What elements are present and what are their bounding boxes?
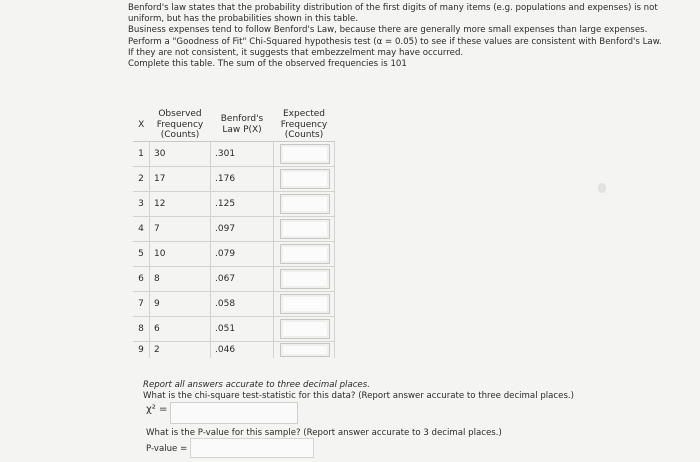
cell-expected xyxy=(274,166,335,191)
cell-probability: .051 xyxy=(211,316,274,341)
table-row xyxy=(133,316,335,341)
expected-input-8[interactable] xyxy=(280,319,330,339)
expected-input-5[interactable] xyxy=(280,244,330,264)
cell-x: 5 xyxy=(133,241,150,266)
cell-observed: 8 xyxy=(150,266,211,291)
cell-observed: 30 xyxy=(150,141,211,166)
cell-observed: 12 xyxy=(150,191,211,216)
table-row xyxy=(133,266,335,291)
cell-expected xyxy=(274,216,335,241)
table-row xyxy=(133,341,335,358)
table-row xyxy=(133,291,335,316)
cell-expected xyxy=(274,266,335,291)
intro-line-5: Complete this table. The sum of the observed frequencies is 101 xyxy=(128,59,407,70)
cell-x: 6 xyxy=(133,266,150,291)
cell-probability: .058 xyxy=(211,291,274,316)
cell-x: 2 xyxy=(133,166,150,191)
cell-probability: .176 xyxy=(211,166,274,191)
benford-table xyxy=(133,109,335,358)
intro-line-1: Benford's law states that the probability distribution of the first digits of many items (e.g. populations and expenses) is not uniform, but has the probabilities shown in this table. xyxy=(128,3,658,25)
table-row xyxy=(133,141,335,166)
chi-square-input[interactable] xyxy=(170,402,298,424)
cell-expected xyxy=(274,141,335,166)
cell-x: 4 xyxy=(133,216,150,241)
cell-expected xyxy=(274,241,335,266)
expected-input-2[interactable] xyxy=(280,169,330,189)
p-value-question: What is the P-value for this sample? (Report answer accurate to 3 decimal places.) xyxy=(146,428,502,438)
header-expected: Expected Frequency (Counts) xyxy=(274,109,335,141)
cell-expected xyxy=(274,291,335,316)
expected-input-3[interactable] xyxy=(280,194,330,214)
cell-x: 3 xyxy=(133,191,150,216)
expected-input-9[interactable] xyxy=(280,343,330,357)
table-row xyxy=(133,216,335,241)
expected-input-4[interactable] xyxy=(280,219,330,239)
header-x: X xyxy=(133,109,150,141)
chi-square-label: χ² = xyxy=(146,404,168,415)
expected-input-7[interactable] xyxy=(280,294,330,314)
cell-observed: 2 xyxy=(150,341,211,358)
intro-line-2: Business expenses tend to follow Benford's Law, because there are generally more small expenses than large expenses. xyxy=(128,25,648,36)
expected-input-6[interactable] xyxy=(280,269,330,289)
cell-probability: .125 xyxy=(211,191,274,216)
expected-input-1[interactable] xyxy=(280,144,330,164)
cell-observed: 10 xyxy=(150,241,211,266)
cell-expected xyxy=(274,341,335,358)
table-row xyxy=(133,191,335,216)
cell-x: 7 xyxy=(133,291,150,316)
intro-line-3: Perform a "Goodness of Fit" Chi-Squared hypothesis test (α = 0.05) to see if these values are consistent with Benford's Law. xyxy=(128,36,662,47)
cell-expected xyxy=(274,191,335,216)
scroll-indicator xyxy=(598,183,606,193)
rounding-note: Report all answers accurate to three decimal places. xyxy=(143,380,370,390)
table-row xyxy=(133,241,335,266)
table-header-row xyxy=(133,109,335,141)
header-benford: Benford's Law P(X) xyxy=(211,109,274,141)
cell-probability: .097 xyxy=(211,216,274,241)
cell-probability: .079 xyxy=(211,241,274,266)
cell-x: 9 xyxy=(133,341,150,358)
cell-observed: 17 xyxy=(150,166,211,191)
cell-expected xyxy=(274,316,335,341)
cell-x: 1 xyxy=(133,141,150,166)
chi-square-question: What is the chi-square test-statistic for this data? (Report answer accurate to three decimal places.) xyxy=(143,391,575,401)
cell-probability: .301 xyxy=(211,141,274,166)
cell-probability: .067 xyxy=(211,266,274,291)
table-row xyxy=(133,166,335,191)
cell-observed: 6 xyxy=(150,316,211,341)
cell-observed: 7 xyxy=(150,216,211,241)
p-value-label: P-value = xyxy=(146,444,188,454)
answer-instructions xyxy=(143,380,574,402)
problem-statement xyxy=(128,3,668,70)
cell-x: 8 xyxy=(133,316,150,341)
header-observed: Observed Frequency (Counts) xyxy=(150,109,211,141)
cell-observed: 9 xyxy=(150,291,211,316)
p-value-input[interactable] xyxy=(190,438,314,458)
cell-probability: .046 xyxy=(211,341,274,358)
intro-line-4: If they are not consistent, it suggests that embezzelment may have occurred. xyxy=(128,47,464,58)
